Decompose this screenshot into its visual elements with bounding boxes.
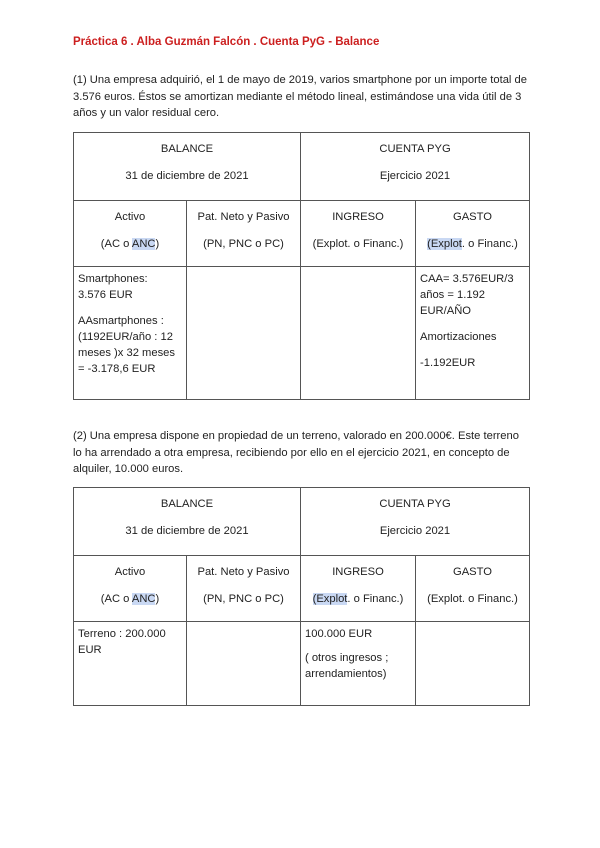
table-subheader-row — [74, 556, 530, 622]
table-header-row — [74, 133, 530, 201]
activo-label: Activo — [114, 211, 146, 223]
balance-date: 31 de diciembre de 2021 — [125, 170, 249, 182]
balance-header — [74, 133, 301, 201]
exercise-1-table — [73, 132, 530, 400]
ingreso-line: 100.000 EUR — [305, 628, 373, 640]
pyg-title: CUENTA PYG — [379, 143, 451, 155]
ingreso-label: INGRESO — [332, 211, 384, 223]
gasto-line: CAA= 3.576EUR/3 — [420, 273, 514, 285]
pasivo-label: Pat. Neto y Pasivo — [197, 211, 290, 223]
activo-line: Terreno : 200.000 — [78, 628, 166, 640]
activo-cell — [74, 622, 187, 706]
ingreso-header — [301, 556, 416, 622]
pyg-period: Ejercicio 2021 — [379, 170, 451, 182]
gasto-cell — [416, 622, 530, 706]
gasto-header — [416, 556, 530, 622]
pasivo-header — [187, 201, 301, 267]
activo-line: = -3.178,6 EUR — [78, 363, 156, 375]
activo-header — [74, 201, 187, 267]
activo-line: EUR — [78, 644, 102, 656]
table-subheader-row — [74, 201, 530, 267]
pasivo-label: Pat. Neto y Pasivo — [197, 566, 290, 578]
pyg-title: CUENTA PYG — [379, 498, 451, 510]
ingreso-line: arrendamientos) — [305, 668, 387, 680]
table-body-row — [74, 267, 530, 400]
gasto-line: Amortizaciones — [420, 331, 497, 343]
activo-line: AAsmartphones : — [78, 315, 164, 327]
document-title: Práctica 6 . Alba Guzmán Falcón . Cuenta PyG - Balance — [73, 36, 380, 48]
gasto-line: años = 1.192 — [420, 289, 486, 301]
ingreso-line: ( otros ingresos ; — [305, 652, 389, 664]
exercise-1-statement: (1) Una empresa adquirió, el 1 de mayo de 2019, varios smartphone por un importe total de 3.576 euros. Éstos se amortizan mediante el método lineal, estimándose una vida útil de 3 años y un valor residual cero. — [73, 74, 527, 119]
pasivo-cell — [187, 622, 301, 706]
activo-line: meses )x 32 meses — [78, 347, 175, 359]
activo-subtitle: (AC o ANC) — [100, 238, 160, 250]
activo-line: (1192EUR/año : 12 — [78, 331, 173, 343]
balance-header — [74, 488, 301, 556]
gasto-label: GASTO — [453, 566, 492, 578]
ingreso-subtitle: (Explot. o Financ.) — [312, 593, 404, 605]
activo-label: Activo — [114, 566, 146, 578]
pasivo-subtitle: (PN, PNC o PC) — [203, 238, 284, 250]
ingreso-cell — [301, 267, 416, 400]
gasto-subtitle: (Explot. o Financ.) — [427, 238, 518, 250]
gasto-subtitle: (Explot. o Financ.) — [427, 593, 518, 605]
balance-title: BALANCE — [160, 498, 214, 510]
gasto-cell — [416, 267, 530, 400]
ingreso-label: INGRESO — [332, 566, 384, 578]
ingreso-subtitle: (Explot. o Financ.) — [312, 238, 404, 250]
table-body-row — [74, 622, 530, 706]
pasivo-header — [187, 556, 301, 622]
exercise-2-statement: (2) Una empresa dispone en propiedad de un terreno, valorado en 200.000€. Este terreno lo ha arrendado a otra empresa, recibiendo por ello en el ejercicio 2021, en concepto de alquiler, 10.000 euros. — [73, 430, 519, 475]
activo-line: 3.576 EUR — [78, 289, 133, 301]
table-header-row — [74, 488, 530, 556]
balance-date: 31 de diciembre de 2021 — [125, 525, 249, 537]
exercise-2-table — [73, 487, 530, 706]
ingreso-cell — [301, 622, 416, 706]
activo-cell — [74, 267, 187, 400]
activo-line: Smartphones: — [78, 273, 148, 285]
gasto-label: GASTO — [453, 211, 492, 223]
ingreso-header — [301, 201, 416, 267]
gasto-line: -1.192EUR — [420, 357, 476, 369]
gasto-line: EUR/AÑO — [420, 305, 471, 317]
pasivo-cell — [187, 267, 301, 400]
pyg-period: Ejercicio 2021 — [379, 525, 451, 537]
balance-title: BALANCE — [160, 143, 214, 155]
pasivo-subtitle: (PN, PNC o PC) — [203, 593, 284, 605]
pyg-header — [301, 488, 530, 556]
pyg-header — [301, 133, 530, 201]
activo-subtitle: (AC o ANC) — [100, 593, 160, 605]
activo-header — [74, 556, 187, 622]
gasto-header — [416, 201, 530, 267]
